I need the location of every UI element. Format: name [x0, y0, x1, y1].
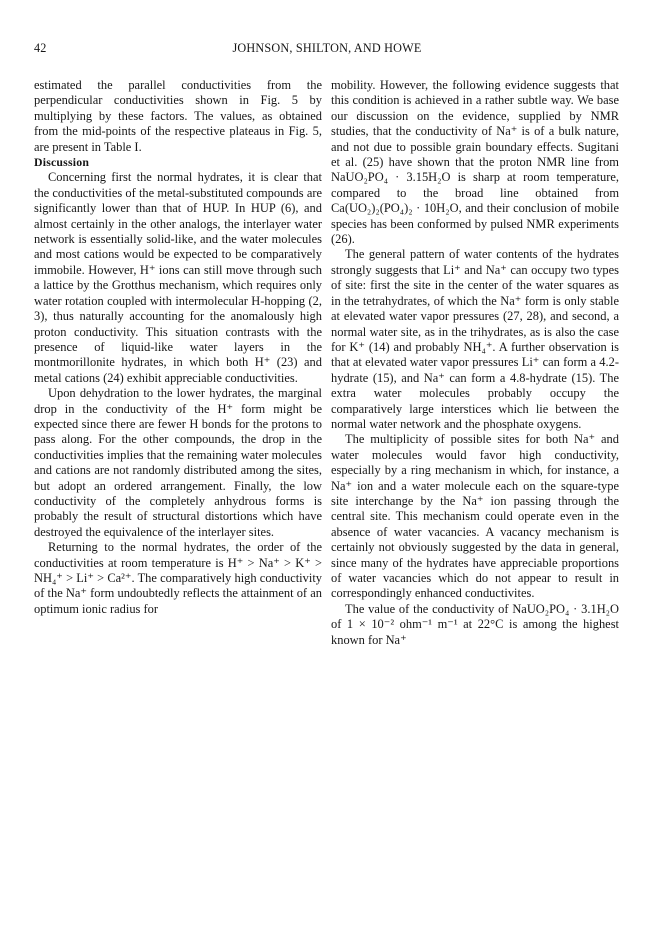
- left-column: [34, 78, 322, 617]
- page-number: 42: [34, 41, 47, 55]
- running-head: JOHNSON, SHILTON, AND HOWE: [232, 41, 422, 55]
- section-heading-discussion: Discussion: [34, 155, 90, 170]
- right-paragraph-4: The value of the conductivity of NaUO₂PO₄ · 3.1H₂O of 1 × 10⁻² ohm⁻¹ m⁻¹ at 22°C is among the highest known for Na⁺: [331, 601, 619, 647]
- left-paragraph-3: Upon dehydration to the lower hydrates, the marginal drop in the conductivity of the H⁺ form might be expected since there are fewer H bonds for the protons to pass along. For the other compounds, the drop in the conductivities implies that the remaining water molecules and cations are not randomly distributed among the sites, but adopt an ordered arrangement. Finally, the low conductivity of the completely anhydrous forms is probably the result of structural distortions which have destroyed the equivalence of the interlayer sites.: [34, 386, 322, 539]
- page-header: [34, 41, 620, 57]
- left-paragraph-4: Returning to the normal hydrates, the order of the conductivities at room temperature is H⁺ > Na⁺ > K⁺ > NH₄⁺ > Li⁺ > Ca²⁺. The comparatively high conductivity of the Na⁺ form undoubtedly reflects the attainment of an optimum ionic radius for: [34, 540, 322, 616]
- right-paragraph-2: The general pattern of water contents of the hydrates strongly suggests that Li⁺ and Na⁺ can occupy two types of site: first the site in the center of the water squares as in the tetrahydrates, of which the Na⁺ form is only stable at elevated water vapor pressures (27, 28), and second, a normal water site, as in the trihydrates, as is also the case for K⁺ (14) and probably NH₄⁺. A further observation is that at elevated water vapor pressures Li⁺ can form a 4.2-hydrate (15), and Na⁺ can form a 4.8-hydrate (15). The extra water molecules probably occupy the comparatively large interstices which lie between the normal water network and the phosphate oxygens.: [331, 247, 619, 431]
- right-paragraph-1: mobility. However, the following evidence suggests that this condition is achieved in a rather subtle way. We base our discussion on the evidence, supplied by NMR studies, that the conductivity of Na⁺ is of a bulk nature, and not due to possible grain boundary effects. Sugitani et al. (25) have shown that the proton NMR line from NaUO₂PO₄ · 3.15H₂O is sharp at room temperature, compared to the broad line obtained from Ca(UO₂)₂(PO₄)₂ · 10H₂O, and their conclusion of mobile species has been conformed by pulsed NMR experiments (26).: [331, 78, 619, 247]
- left-paragraph-1: estimated the parallel conductivities from the perpendicular conductivities shown in Fig. 5 by multiplying by these factors. The values, as obtained from the mid-points of the respective plateaus in Fig. 5, are present in Table I.: [34, 78, 322, 154]
- right-paragraph-3: The multiplicity of possible sites for both Na⁺ and water molecules would favor high conductivity, especially by a ring mechanism in which, for instance, a Na⁺ ion and a water molecule each on the square-type site interchange by the Na⁺ ion passing through the central site. This mechanism could operate even in the absence of water vacancies. A vacancy mechanism is certainly not obviously suggested by the data in general, since many of the hydrates have appreciable proportions of water vacancies which do not appear to result in correspondingly enhanced conductivites.: [331, 432, 619, 601]
- right-column: [331, 78, 619, 648]
- left-paragraph-2: Concerning first the normal hydrates, it is clear that the conductivities of the metal-substituted compounds are significantly lower than that of HUP. In HUP (6), and almost certainly in the other analogs, the interlayer water network is essentially solid-like, and the water molecules and most cations would be expected to be comparatively immobile. However, H⁺ ions can still move through such a lattice by the Grotthus mechanism, which requires only water rotation coupled with intermolecular H-hopping (2, 3), thus naturally accounting for the anomalously high proton conductivity. This situation contrasts with the presence of liquid-like water layers in the montmorillonite hydrates, in which both H⁺ (23) and metal cations (24) exhibit appreciable conductivities.: [34, 170, 322, 385]
